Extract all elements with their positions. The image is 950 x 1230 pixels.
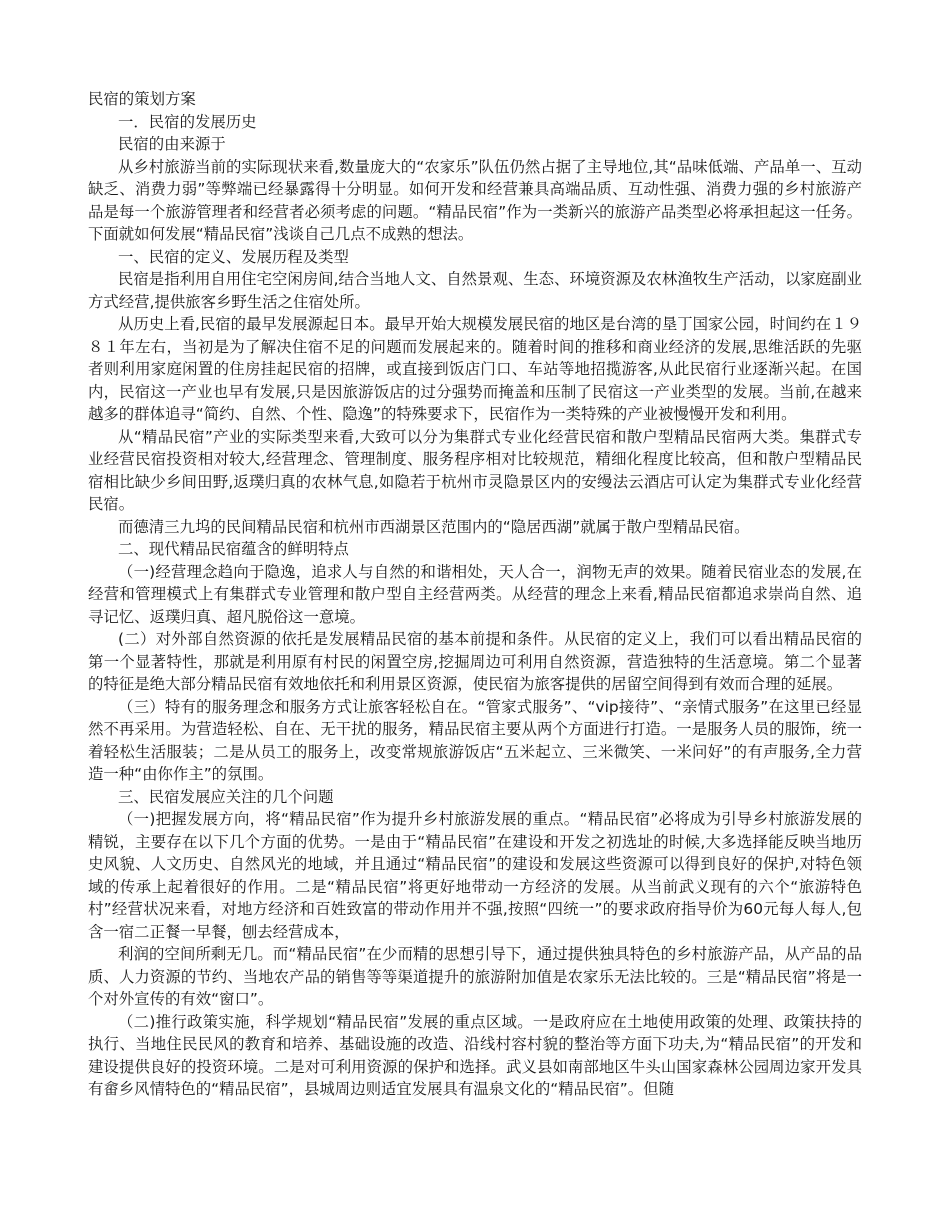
section-heading: 一、民宿的定义、发展历程及类型 [118,247,349,266]
body-paragraph: 从“精品民宿”产业的实际类型来看,大致可以分为集群式专业化经营民宿和散户型精品民宿两大类。集群式专业经营民宿投资相对较大,经营理念、管理制度、服务程序相对比较规范，精细化程度比较高，但和散户型精品民宿相比缺少乡间田野,返璞归真的农林气息,如隐若于杭州市灵隐景区内的安缦法云酒店可认定为集群式专业化经营民宿。 [88,427,862,513]
body-paragraph: （三）特有的服务理念和服务方式让旅客轻松自在。“管家式服务”、“vip接待”、“亲情式服务”在这里已经显然不再采用。为营造轻松、自在、无干扰的服务，精品民宿主要从两个方面进行打造。一是服务人员的服饰，统一着轻松生活服装；二是从员工的服务上，改变常规旅游饭店“五米起立、三米微笑、一米问好”的有声服务,全力营造一种“由你作主”的氛围。 [88,697,862,783]
body-paragraph: （一)把握发展方向，将“精品民宿”作为提升乡村旅游发展的重点。“精品民宿”必将成为引导乡村旅游发展的精锐，主要存在以下几个方面的优势。一是由于“精品民宿”在建设和开发之初选址的时候,大多选择能反映当地历史风貌、人文历史、自然风光的地域，并且通过“精品民宿”的建设和发展这些资源可以得到良好的保护,对特色领域的传承上起着很好的作用。二是“精品民宿”将更好地带动一方经济的发展。从当前武义现有的六个“旅游特色村”经营状况来看，对地方经济和百姓致富的带动作用并不强,按照“四统一”的要求政府指导价为60元每人每人,包含一宿二正餐一早餐，刨去经营成本， [88,810,862,941]
body-paragraph: 利润的空间所剩无几。而“精品民宿”在少而精的思想引导下，通过提供独具特色的乡村旅游产品，从产品的品质、人力资源的节约、当地农产品的销售等等渠道提升的旅游附加值是农家乐无法比较的。三是“精品民宿”将是一个对外宣传的有效“窗口”。 [88,945,862,1008]
body-paragraph: 从乡村旅游当前的实际现状来看,数量庞大的“农家乐”队伍仍然占据了主导地位,其“品味低端、产品单一、互动缺乏、消费力弱”等弊端已经暴露得十分明显。如何开发和经营兼具高端品质、互动性强、消费力强的乡村旅游产品是每一个旅游管理者和经营者必须考虑的问题。“精品民宿”作为一类新兴的旅游产品类型必将承担起这一任务。下面就如何发展“精品民宿”浅谈自己几点不成熟的想法。 [88,157,862,243]
section-heading: 三、民宿发展应关注的几个问题 [118,787,334,806]
body-paragraph: 从历史上看,民宿的最早发展源起日本。最早开始大规模发展民宿的地区是台湾的垦丁国家公园，时间约在１９８１年左右，当初是为了解决住宿不足的问题而发展起来的。随着时间的推移和商业经济的发展,思维活跃的先驱者则利用家庭闲置的住房挂起民宿的招牌，或直接到饭店门口、车站等地招揽游客,从此民宿行业逐渐兴起。在国内，民宿这一产业也早有发展,只是因旅游饭店的过分强势而掩盖和压制了民宿这一产业类型的发展。当前,在越来越多的群体追寻“简约、自然、个性、隐逸”的特殊要求下，民宿作为一类特殊的产业被慢慢开发和利用。 [88,315,862,423]
document-title: 民宿的策划方案 [88,90,196,108]
body-paragraph: （一)经营理念趋向于隐逸，追求人与自然的和谐相处，天人合一，润物无声的效果。随着民宿业态的发展,在经营和管理模式上有集群式专业管理和散户型自主经营两类。从经营的理念上来看,精品民宿都追求崇尚自然、追寻记忆、返璞归真、超凡脱俗这一意境。 [88,562,862,626]
document-body [88,88,862,1101]
body-paragraph: 民宿是指利用自用住宅空闲房间,结合当地人文、自然景观、生态、环境资源及农林渔牧生产活动，以家庭副业方式经营,提供旅客乡野生活之住宿处所。 [88,270,862,311]
section-heading: 一．民宿的发展历史 [118,112,257,131]
section-heading: 二、现代精品民宿蕴含的鲜明特点 [118,540,349,558]
subsection-heading: 民宿的由来源于 [118,135,226,153]
body-paragraph: (二）对外部自然资源的依托是发展精品民宿的基本前提和条件。从民宿的定义上，我们可以看出精品民宿的第一个显著特性，那就是利用原有村民的闲置空房,挖掘周边可利用自然资源，营造独特的生活意境。第二个显著的特征是绝大部分精品民宿有效地依托和利用景区资源，使民宿为旅客提供的居留空间得到有效而合理的延展。 [88,630,862,693]
body-paragraph: 而德清三九坞的民间精品民宿和杭州市西湖景区范围内的“隐居西湖”就属于散户型精品民宿。 [118,517,750,536]
body-paragraph: （二)推行政策实施，科学规划“精品民宿”发展的重点区域。一是政府应在土地使用政策的处理、政策扶持的执行、当地住民民风的教育和培养、基础设施的改造、沿线村容村貌的整治等方面下功夫,为“精品民宿”的开发和建设提供良好的投资环境。二是对可利用资源的保护和选择。武义县如南部地区牛头山国家森林公园周边家开发具有畲乡风情特色的“精品民宿”，县城周边则适宜发展具有温泉文化的“精品民宿”。但随 [88,1012,862,1098]
